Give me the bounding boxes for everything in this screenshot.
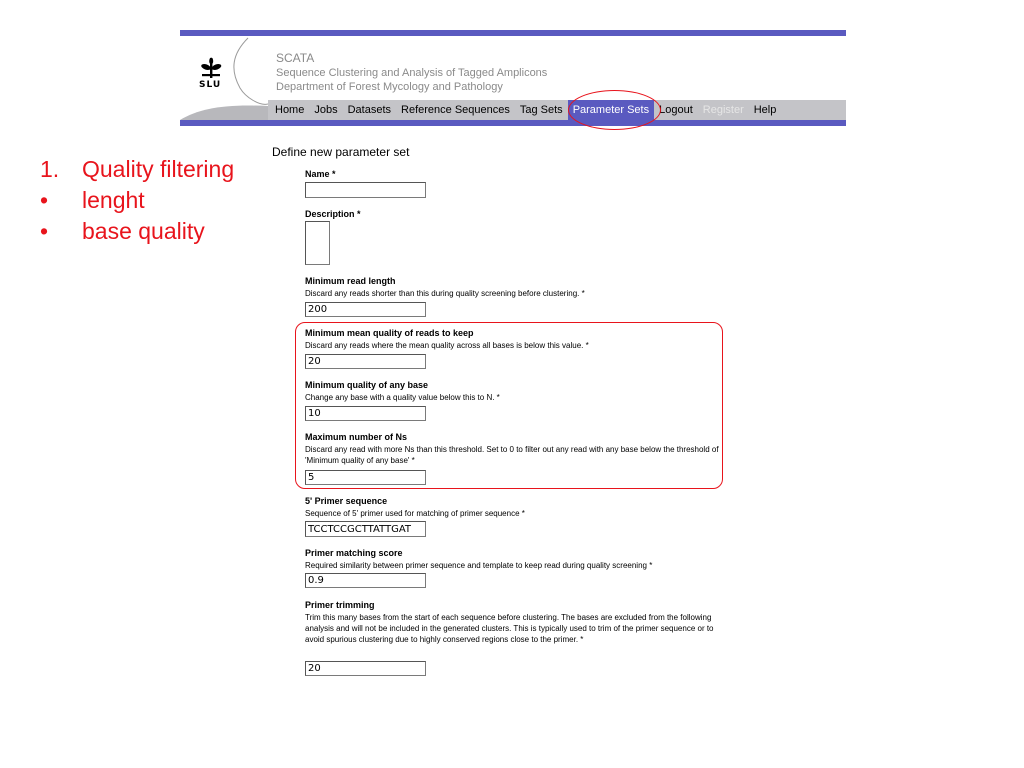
slide-notes [40, 154, 234, 247]
slu-logo[interactable] [180, 36, 268, 124]
primer-score-help: Required similarity between primer sequence and template to keep read during quality screening * [305, 561, 653, 570]
primer-sequence-label: 5' Primer sequence [305, 496, 388, 506]
max-ns-label: Maximum number of Ns [305, 432, 408, 442]
note-text: Quality filtering [82, 156, 235, 182]
min-base-quality-field[interactable] [305, 406, 426, 421]
min-base-quality-help: Change any base with a quality value below this to N. * [305, 393, 500, 402]
nav-logout[interactable]: Logout [659, 104, 693, 116]
nav-tag-sets[interactable]: Tag Sets [519, 104, 563, 116]
primer-score-label: Primer matching score [305, 548, 403, 558]
plant-icon [196, 56, 226, 80]
note-text: base quality [82, 218, 205, 244]
min-mean-quality-field[interactable] [305, 354, 426, 369]
nav-datasets[interactable]: Datasets [347, 104, 392, 116]
min-mean-quality-label: Minimum mean quality of reads to keep [305, 328, 474, 338]
nav-help[interactable]: Help [753, 104, 777, 116]
primer-sequence-field[interactable] [305, 521, 426, 537]
min-mean-quality-help: Discard any reads where the mean quality across all bases is below this value. * [305, 341, 589, 350]
primer-trimming-help: Trim this many bases from the start of each sequence before clustering. The bases are excluded from the following analysis and will not be included in the generated clusters. This is typically used to trim of the primer sequence or to avoid spurious clustering due to highly conserved regions close to the primer. * [305, 613, 714, 644]
note-marker: • [40, 187, 49, 213]
main-nav [268, 100, 846, 120]
min-base-quality-label: Minimum quality of any base [305, 380, 429, 390]
app-subtitle: Sequence Clustering and Analysis of Tagged Amplicons [276, 67, 548, 79]
min-read-length-label: Minimum read length [305, 276, 396, 286]
logo-swoosh-graphic [180, 36, 268, 124]
header-bottom-bar [180, 120, 846, 126]
primer-trimming-field[interactable] [305, 661, 426, 676]
primer-score-field[interactable] [305, 573, 426, 588]
app-title: SCATA [276, 51, 315, 65]
nav-parameter-sets[interactable]: Parameter Sets [568, 100, 654, 120]
form-title: Define new parameter set [272, 145, 410, 159]
name-label: Name * [305, 169, 336, 179]
name-field[interactable] [305, 182, 426, 198]
max-ns-field[interactable] [305, 470, 426, 485]
note-text: lenght [82, 187, 145, 213]
primer-sequence-help: Sequence of 5' primer used for matching of primer sequence * [305, 509, 525, 518]
min-read-length-help: Discard any reads shorter than this during quality screening before clustering. * [305, 289, 585, 298]
note-marker: • [40, 218, 49, 244]
max-ns-help: Discard any read with more Ns than this threshold. Set to 0 to filter out any read with any base below the threshold of 'Minimum quality of any base' * [305, 445, 719, 465]
description-label: Description * [305, 209, 361, 219]
header-top-bar [180, 30, 846, 36]
nav-home[interactable]: Home [275, 104, 305, 116]
min-read-length-field[interactable] [305, 302, 426, 317]
nav-reference-sequences[interactable]: Reference Sequences [401, 104, 510, 116]
nav-jobs[interactable]: Jobs [314, 104, 338, 116]
description-field[interactable] [305, 221, 330, 265]
primer-trimming-label: Primer trimming [305, 600, 375, 610]
department-name: Department of Forest Mycology and Pathology [276, 81, 503, 93]
note-marker: 1. [40, 156, 60, 182]
logo-text: SLU [199, 80, 222, 90]
nav-register[interactable]: Register [702, 104, 744, 116]
note-item [40, 216, 234, 247]
note-item [40, 154, 234, 185]
note-item [40, 185, 234, 216]
